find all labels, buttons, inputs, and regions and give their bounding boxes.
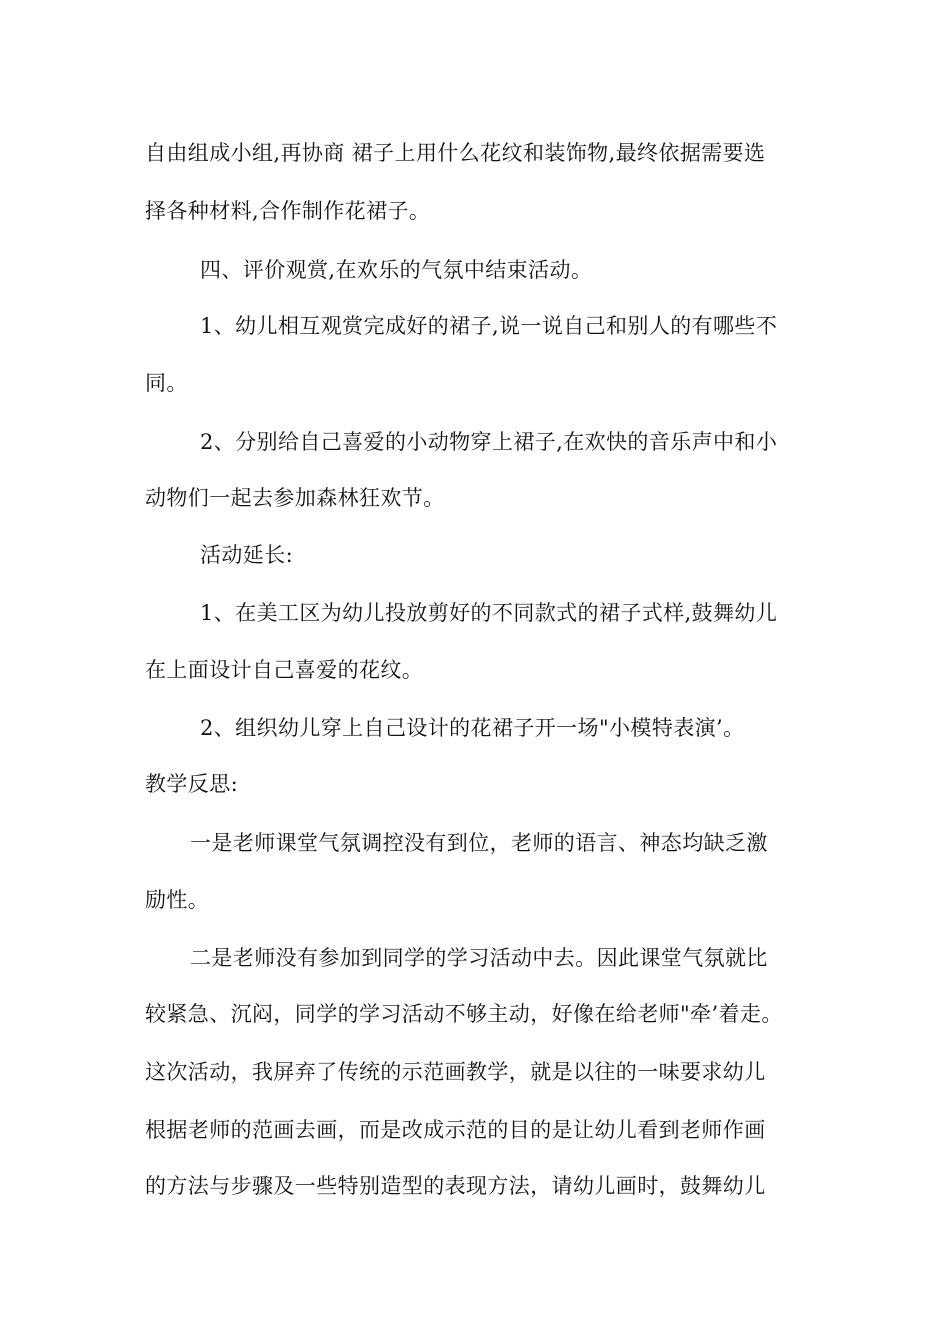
text-line: 二是老师没有参加到同学的学习活动中去。因此课堂气氛就比 bbox=[190, 946, 768, 970]
text-line: 一是老师课堂气氛调控没有到位，老师的语言、神态均缺乏激 bbox=[190, 831, 768, 855]
text-line: 活动延长: bbox=[200, 543, 294, 567]
text-line: 的方法与步骤及一些特别造型的表现方法，请幼儿画时，鼓舞幼儿 bbox=[145, 1174, 766, 1198]
text-line: 2、组织幼儿穿上自己设计的花裙子开一场"小模特表演’。 bbox=[200, 716, 745, 740]
text-line: 励性。 bbox=[145, 888, 210, 912]
text-line: 在上面设计自己喜爱的花纹。 bbox=[145, 658, 424, 682]
text-line: 根据老师的范画去画，而是改成示范的目的是让幼儿看到老师作画 bbox=[145, 1118, 766, 1142]
text-line: 2、分别给自己喜爱的小动物穿上裙子,在欢快的音乐声中和小 bbox=[200, 430, 778, 454]
text-line: 1、幼儿相互观赏完成好的裙子,说一说自己和别人的有哪些不 bbox=[200, 314, 778, 338]
text-line: 动物们一起去参加森林狂欢节。 bbox=[145, 486, 445, 510]
text-line: 较紧急、沉闷，同学的学习活动不够主动，好像在给老师"牵’着走。 bbox=[145, 1002, 783, 1026]
text-line: 同。 bbox=[145, 371, 188, 395]
text-line: 教学反思: bbox=[145, 772, 239, 796]
text-line: 自由组成小组,再协商 裙子上用什么花纹和装饰物,最终依据需要选 bbox=[145, 141, 766, 165]
text-line: 四、评价观赏,在欢乐的气氛中结束活动。 bbox=[200, 258, 593, 282]
text-line: 这次活动，我屏弃了传统的示范画教学，就是以往的一味要求幼儿 bbox=[145, 1060, 766, 1084]
text-line: 择各种材料,合作制作花裙子。 bbox=[145, 199, 431, 223]
text-line: 1、在美工区为幼儿投放剪好的不同款式的裙子式样,鼓舞幼儿 bbox=[200, 601, 778, 625]
